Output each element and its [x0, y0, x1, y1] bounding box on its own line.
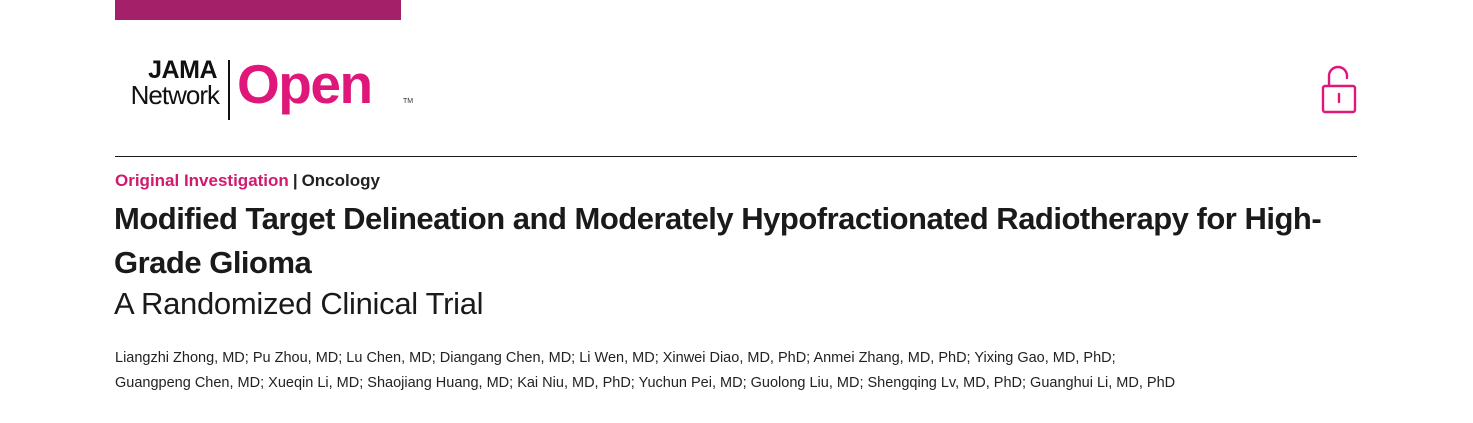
article-subtitle: A Randomized Clinical Trial: [114, 286, 484, 321]
author-list-line-1: Liangzhi Zhong, MD; Pu Zhou, MD; Lu Chen, MD; Diangang Chen, MD; Li Wen, MD; Xinwei Diao, MD, PhD; Anmei Zhang, MD, PhD; Yixing Gao, MD, PhD;: [115, 350, 1116, 366]
article-kicker: [115, 171, 380, 191]
open-access-lock-icon: [1321, 62, 1357, 114]
header-accent-bar: [115, 0, 401, 20]
logo-network-text: Network: [130, 80, 219, 110]
logo-trademark: TM: [403, 98, 414, 105]
author-list: [115, 346, 1355, 396]
header-rule: [115, 156, 1357, 157]
logo-jama-text: JAMA: [148, 56, 217, 84]
article-type: Original Investigation: [115, 171, 289, 190]
article-title: Modified Target Delineation and Moderately Hypofractionated Radiotherapy for High-Grade Glioma: [114, 201, 1322, 280]
author-list-line-2: Guangpeng Chen, MD; Xueqin Li, MD; Shaojiang Huang, MD; Kai Niu, MD, PhD; Yuchun Pei, MD; Guolong Liu, MD; Shengqing Lv, MD, PhD; Guanghui Li, MD, PhD: [115, 375, 1176, 391]
kicker-separator: |: [292, 171, 298, 190]
article-topic: Oncology: [301, 171, 380, 190]
logo-open-text: Open: [237, 53, 372, 115]
logo-divider: [228, 60, 230, 120]
